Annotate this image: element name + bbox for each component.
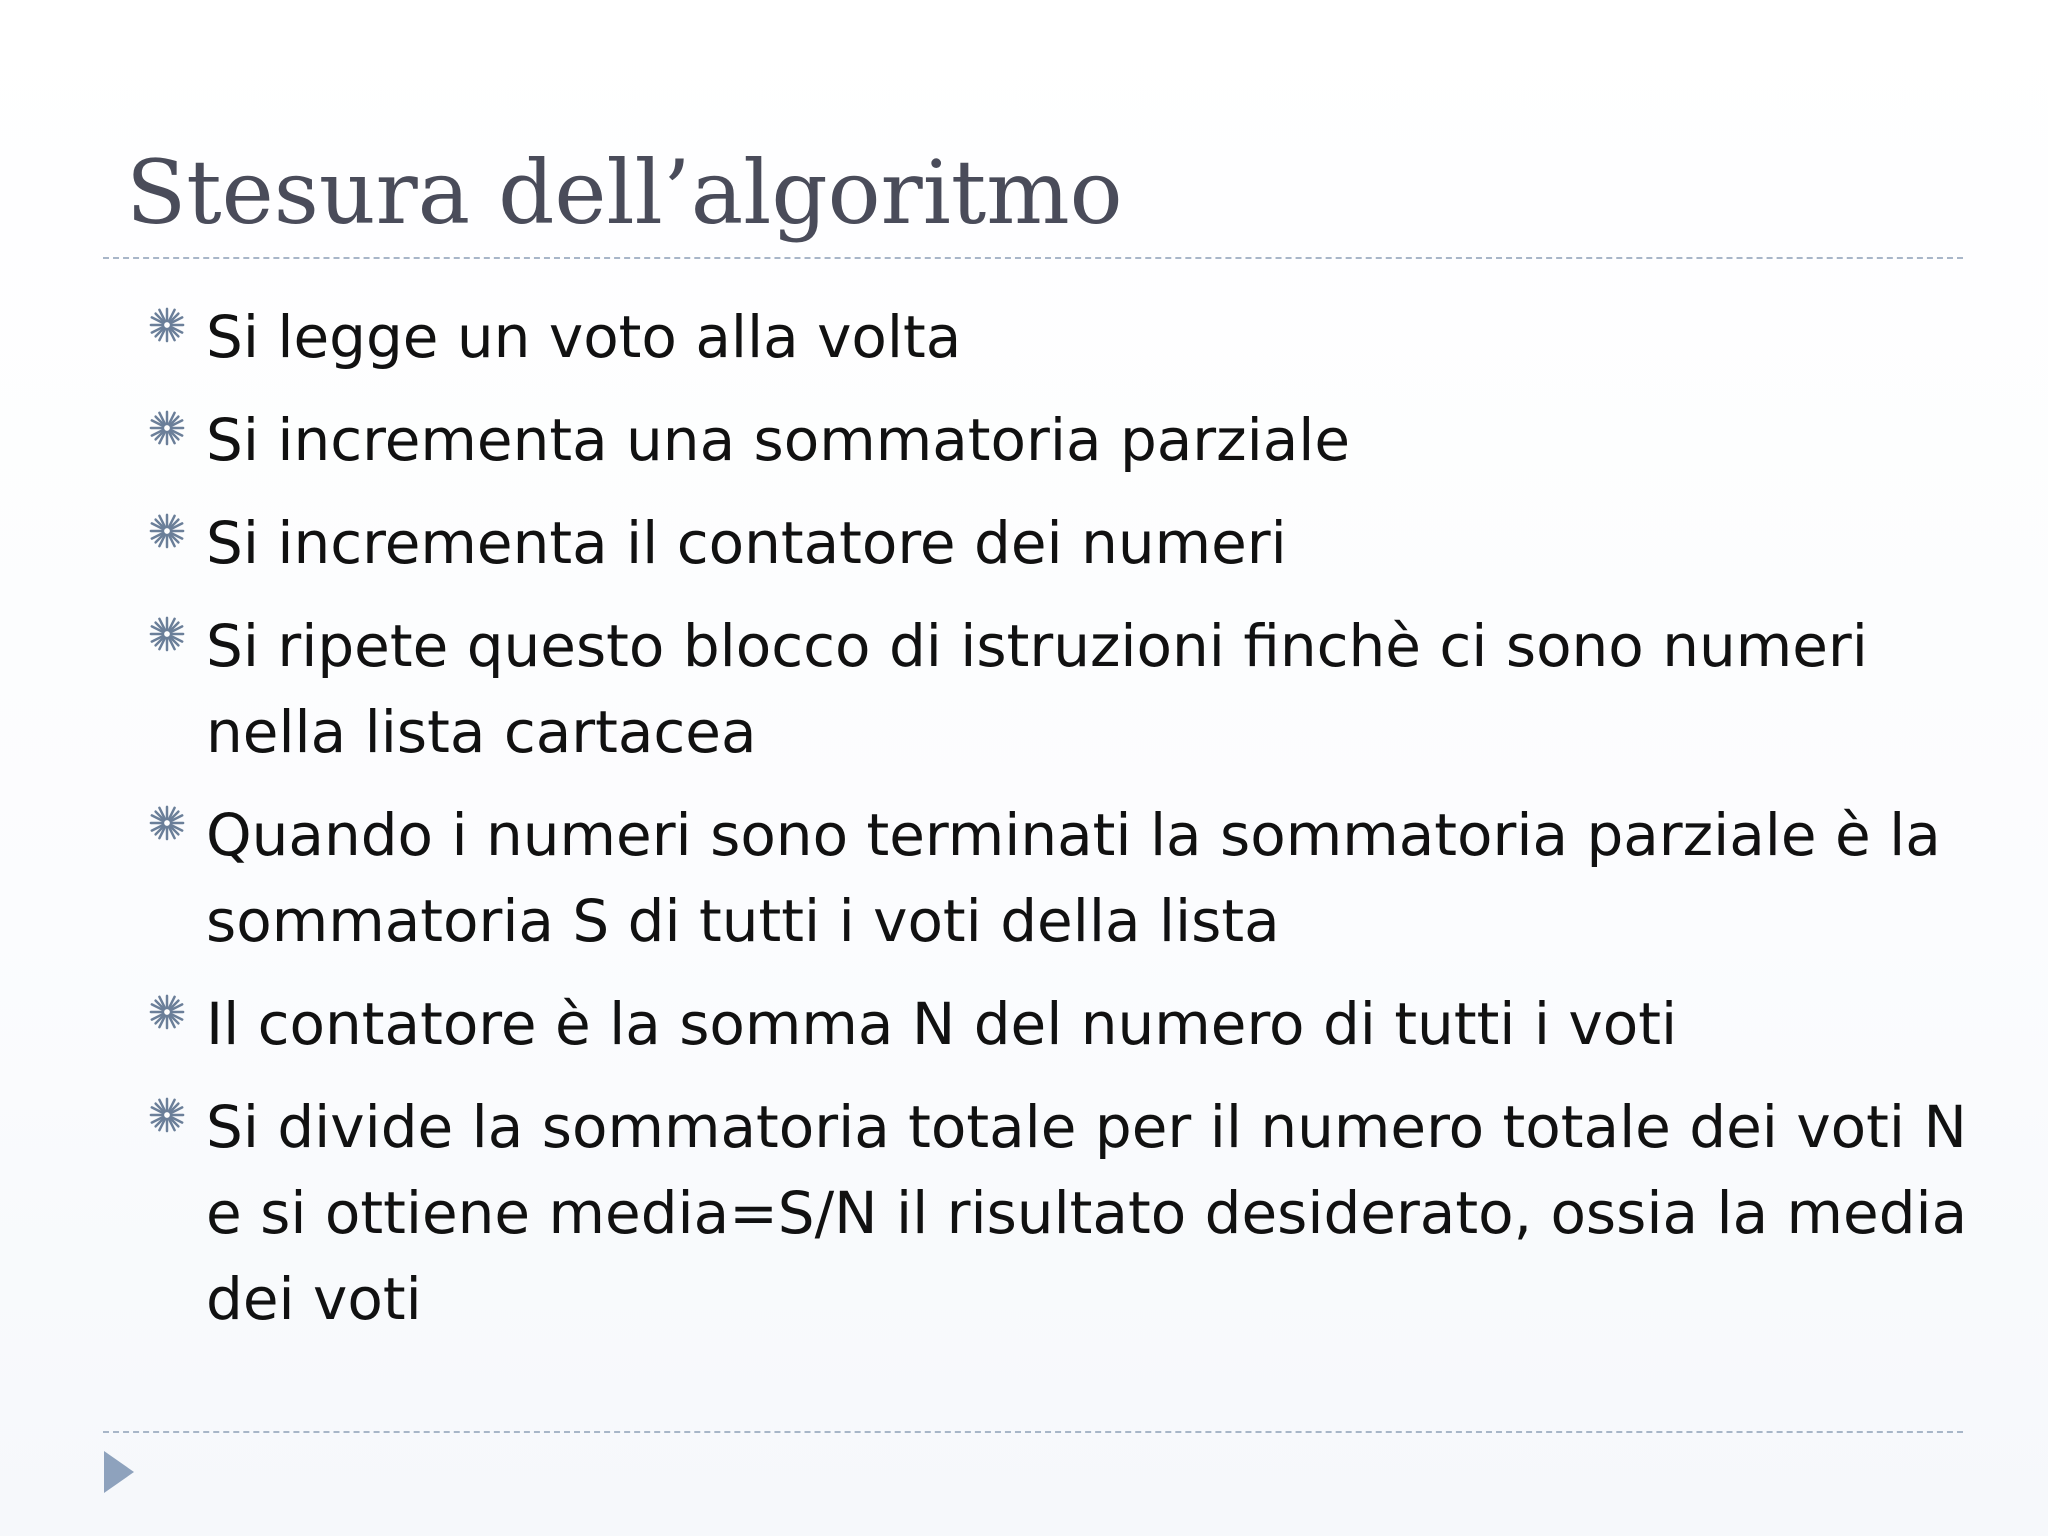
title-divider [103,257,1963,259]
bullet-item [148,981,1968,1067]
snowflake-icon [148,1096,186,1134]
bullet-item [148,792,1968,964]
bullet-item [148,500,1968,586]
snowflake-icon [148,512,186,550]
slide-title: Stesura dell’algoritmo [126,141,1123,244]
bullet-text: Si incrementa una sommatoria parziale [206,406,1351,474]
snowflake-icon [148,993,186,1031]
triangle-right-icon[interactable] [104,1451,134,1493]
footer-divider [103,1431,1963,1433]
bullet-text: Si legge un voto alla volta [206,303,962,371]
bullet-text: Il contatore è la somma N del numero di tutti i voti [206,990,1678,1058]
snowflake-icon [148,306,186,344]
snowflake-icon [148,409,186,447]
bullet-item [148,294,1968,380]
snowflake-icon [148,615,186,653]
bullet-text: Quando i numeri sono terminati la sommatoria parziale è la sommatoria S di tutti i voti della lista [206,801,1941,955]
bullet-item [148,1084,1968,1342]
bullet-item [148,603,1968,775]
bullet-text: Si incrementa il contatore dei numeri [206,509,1287,577]
bullet-item [148,397,1968,483]
bullet-list [148,294,1968,1359]
bullet-text: Si divide la sommatoria totale per il numero totale dei voti N e si ottiene media=S/N il risultato desiderato, ossia la media dei voti [206,1093,1968,1333]
snowflake-icon [148,804,186,842]
bullet-text: Si ripete questo blocco di istruzioni finchè ci sono numeri nella lista cartacea [206,612,1868,766]
